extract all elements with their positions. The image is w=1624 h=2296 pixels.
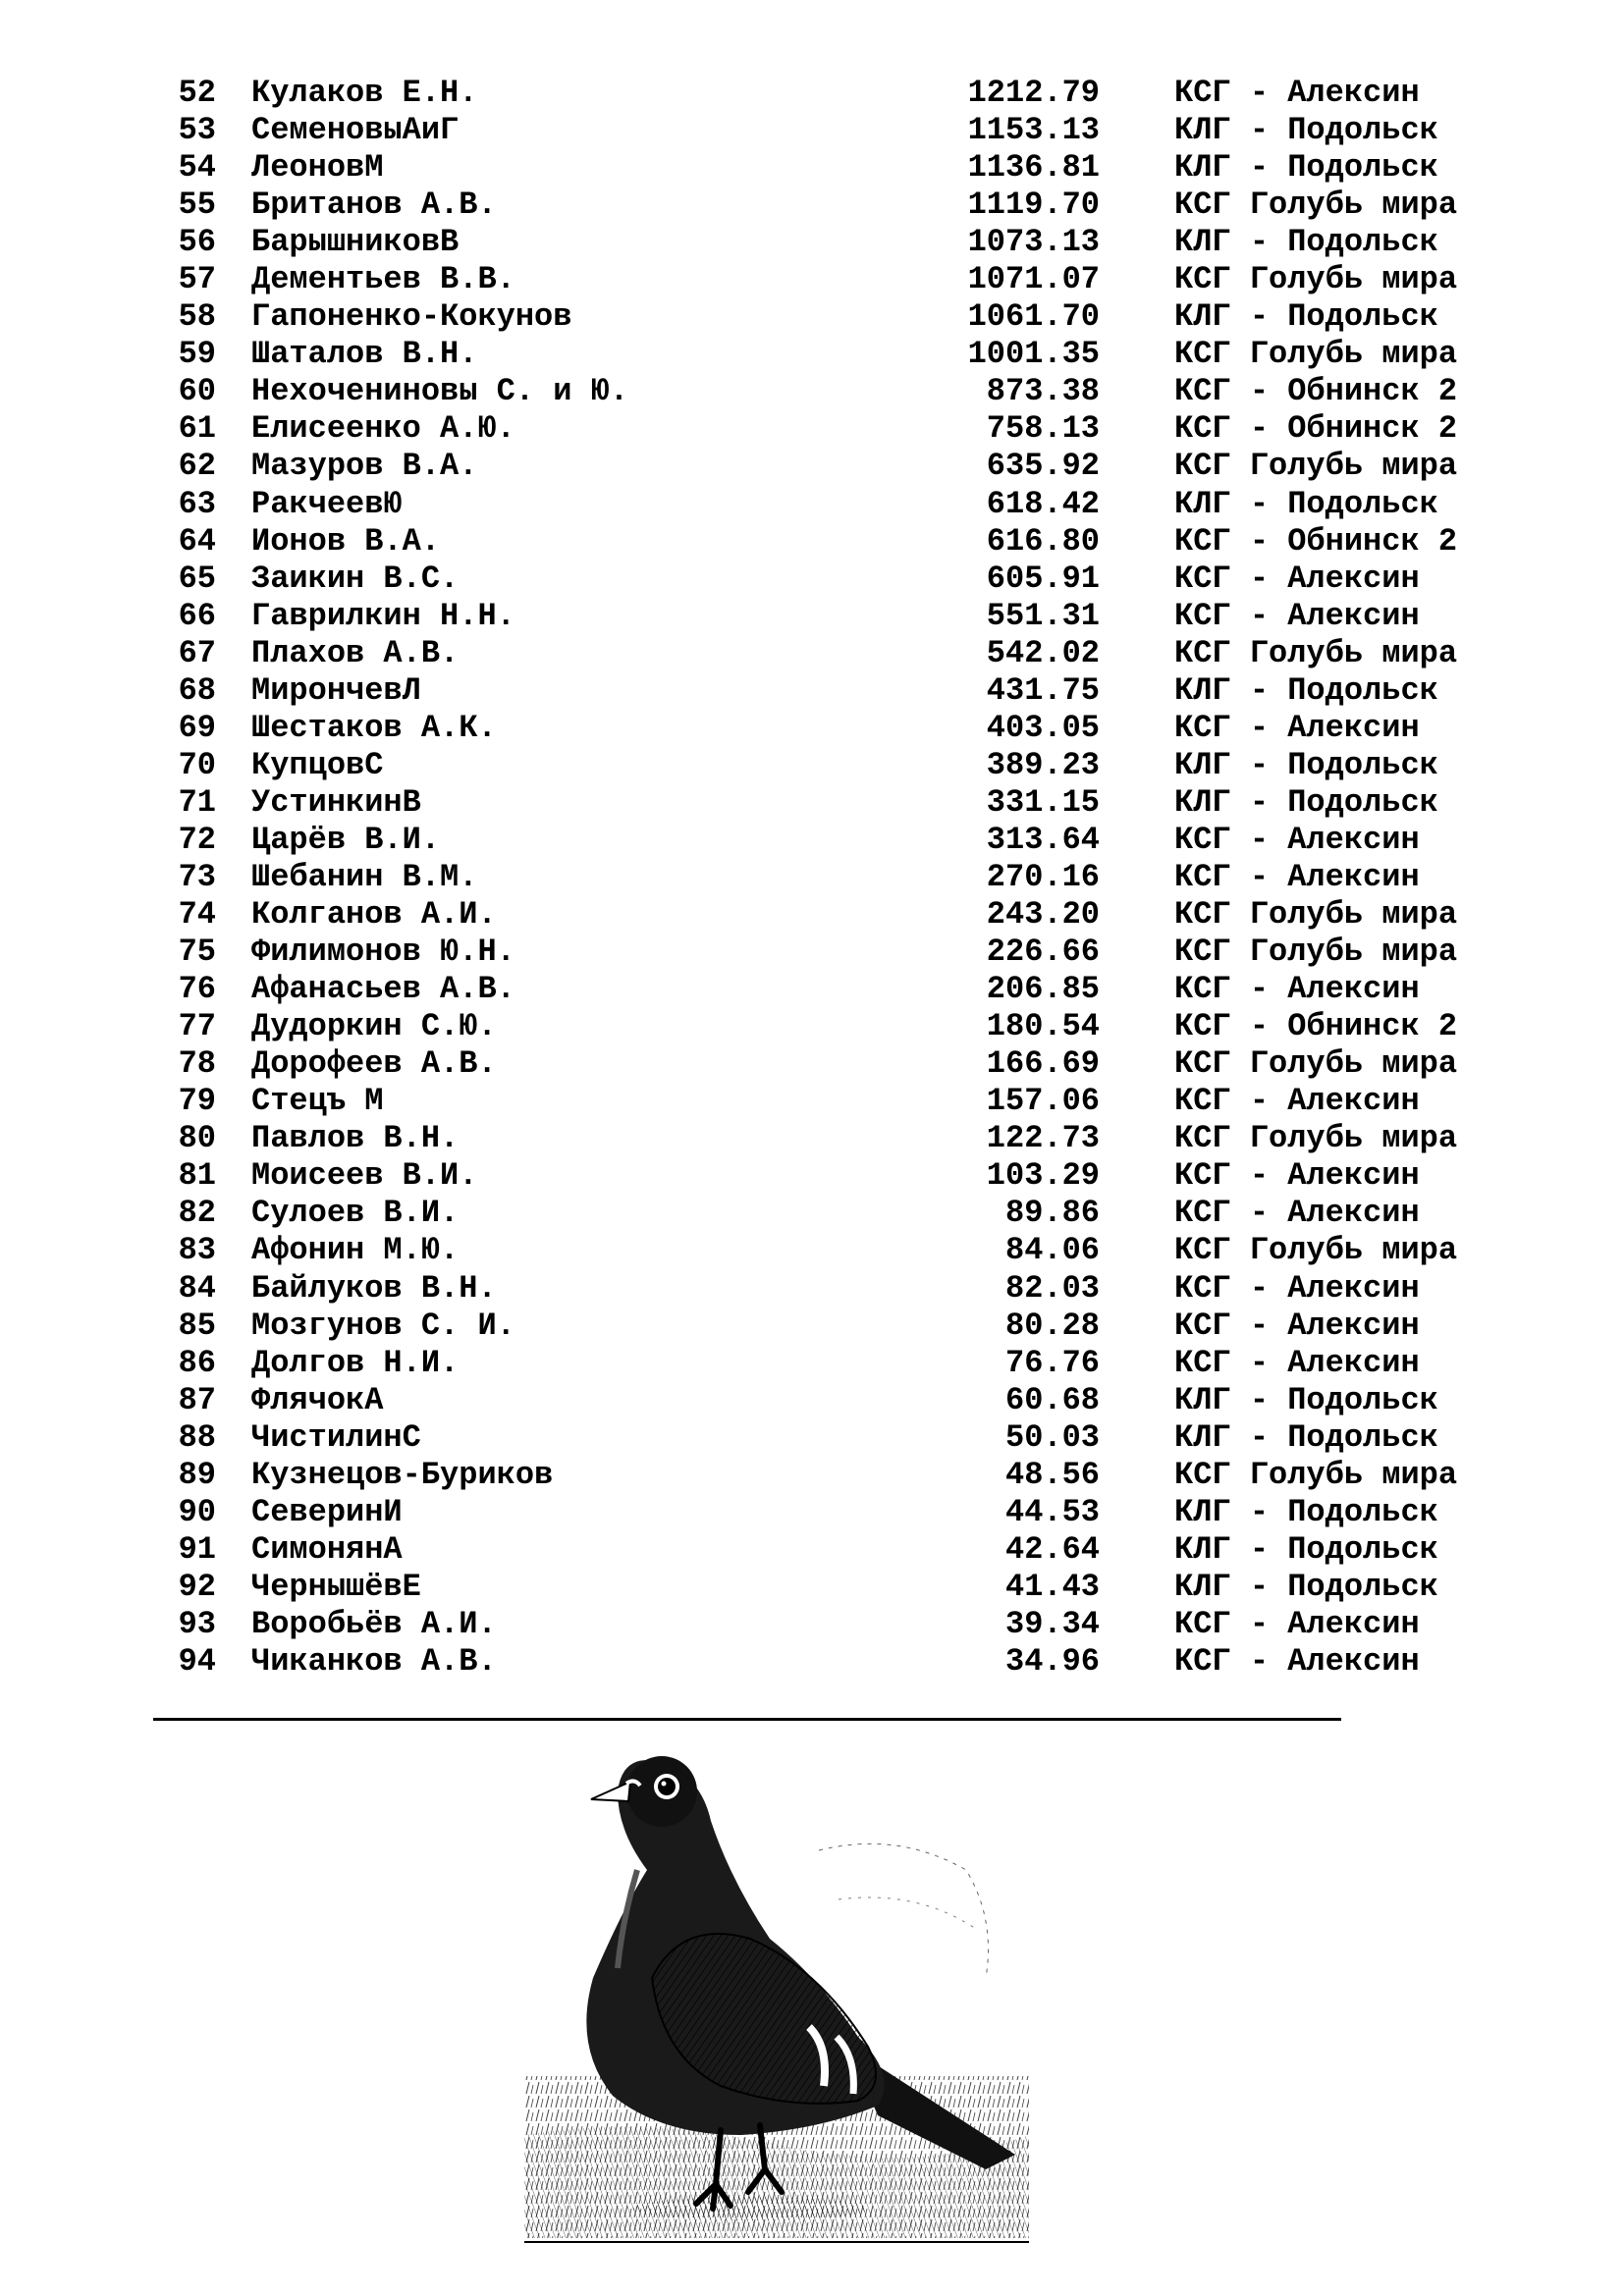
- score-value: 431.75: [986, 671, 1100, 709]
- table-row: [173, 522, 1458, 561]
- participant-name: Гаврилкин Н.Н.: [251, 597, 515, 634]
- club-name: КЛГ - Подольск: [1174, 1493, 1438, 1530]
- score-value: 1153.13: [967, 112, 1100, 149]
- club-name: КСГ - Обнинск 2: [1174, 410, 1458, 448]
- club-name: КЛГ - Подольск: [1174, 783, 1438, 821]
- club-name: КСГ Голубь мира: [1174, 934, 1458, 971]
- rank-number: 80: [178, 1120, 216, 1157]
- participant-name: Павлов В.Н.: [251, 1120, 460, 1157]
- table-row: [173, 1008, 1458, 1045]
- pigeon-engraving-icon: [524, 1723, 1029, 2241]
- score-value: 1001.35: [967, 336, 1100, 373]
- table-row: [173, 821, 1420, 859]
- horizontal-divider: [153, 1718, 1341, 1721]
- score-value: 542.02: [986, 634, 1100, 671]
- score-value: 206.85: [986, 971, 1100, 1008]
- rank-number: 71: [178, 783, 216, 821]
- table-row: [173, 1120, 1458, 1157]
- score-value: 166.69: [986, 1045, 1100, 1083]
- rank-number: 66: [178, 597, 216, 634]
- participant-name: Плахов А.В.: [251, 634, 460, 671]
- score-value: 48.56: [1004, 1456, 1100, 1493]
- score-value: 44.53: [1004, 1493, 1100, 1530]
- table-row: [173, 448, 1458, 485]
- participant-name: БарышниковВ: [251, 224, 460, 261]
- score-value: 313.64: [986, 821, 1100, 858]
- table-row: [173, 112, 1438, 149]
- table-row: [173, 1381, 1438, 1419]
- score-value: 605.91: [986, 560, 1100, 597]
- participant-name: Дементьев В.В.: [251, 261, 515, 298]
- score-value: 635.92: [986, 448, 1100, 485]
- participant-name: СеменовыАиГ: [251, 112, 460, 149]
- rank-number: 78: [178, 1045, 216, 1083]
- participant-name: Шаталов В.Н.: [251, 336, 478, 373]
- table-row: [173, 709, 1420, 747]
- rank-number: 92: [178, 1568, 216, 1605]
- rank-number: 58: [178, 298, 216, 336]
- table-row: [173, 934, 1458, 971]
- rank-number: 72: [178, 821, 216, 858]
- participant-name: Мозгунов С. И.: [251, 1307, 515, 1344]
- rank-number: 79: [178, 1083, 216, 1120]
- rank-number: 77: [178, 1008, 216, 1045]
- table-row: [173, 410, 1458, 448]
- rank-number: 69: [178, 709, 216, 746]
- score-value: 403.05: [986, 709, 1100, 746]
- rank-number: 63: [178, 485, 216, 522]
- participant-name: СеверинИ: [251, 1493, 403, 1530]
- rank-number: 70: [178, 746, 216, 783]
- club-name: КЛГ - Подольск: [1174, 1530, 1438, 1568]
- score-value: 157.06: [986, 1083, 1100, 1120]
- score-value: 1119.70: [967, 187, 1100, 224]
- club-name: КСГ Голубь мира: [1174, 896, 1458, 934]
- table-row: [173, 1157, 1420, 1195]
- table-row: [173, 783, 1438, 822]
- club-name: КЛГ - Подольск: [1174, 298, 1438, 336]
- participant-name: Кузнецов-Буриков: [251, 1456, 554, 1493]
- club-name: КСГ Голубь мира: [1174, 1120, 1458, 1157]
- club-name: КЛГ - Подольск: [1174, 671, 1438, 709]
- score-value: 122.73: [986, 1120, 1100, 1157]
- rank-number: 90: [178, 1493, 216, 1530]
- participant-name: ЛеоновМ: [251, 149, 384, 187]
- score-value: 551.31: [986, 597, 1100, 634]
- table-row: [173, 261, 1458, 298]
- table-row: [173, 1568, 1438, 1606]
- club-name: КСГ - Алексин: [1174, 1605, 1420, 1642]
- participant-name: Шебанин В.М.: [251, 858, 478, 895]
- table-row: [173, 1605, 1420, 1643]
- club-name: КСГ - Алексин: [1174, 75, 1420, 111]
- club-name: КЛГ - Подольск: [1174, 1568, 1438, 1605]
- club-name: КСГ Голубь мира: [1174, 448, 1458, 485]
- table-row: [173, 597, 1420, 635]
- participant-name: УстинкинВ: [251, 783, 421, 821]
- participant-name: Чиканков А.В.: [251, 1642, 497, 1680]
- participant-name: Воробьёв А.И.: [251, 1605, 497, 1642]
- rank-number: 85: [178, 1307, 216, 1344]
- score-value: 76.76: [1004, 1344, 1100, 1381]
- club-name: КСГ - Алексин: [1174, 597, 1420, 634]
- score-value: 50.03: [1004, 1418, 1100, 1456]
- participant-name: Гапоненко-Кокунов: [251, 298, 572, 336]
- rank-number: 57: [178, 261, 216, 298]
- score-value: 1071.07: [967, 261, 1100, 298]
- club-name: КСГ Голубь мира: [1174, 1232, 1458, 1269]
- club-name: КСГ - Алексин: [1174, 1307, 1420, 1344]
- table-row: [173, 224, 1438, 261]
- club-name: КСГ Голубь мира: [1174, 1456, 1458, 1493]
- table-row: [173, 1269, 1420, 1308]
- score-value: 270.16: [986, 858, 1100, 895]
- participant-name: Афанасьев А.В.: [251, 971, 515, 1008]
- participant-name: Елисеенко А.Ю.: [251, 410, 515, 448]
- score-value: 618.42: [986, 485, 1100, 522]
- rank-number: 86: [178, 1344, 216, 1381]
- score-value: 84.06: [1004, 1232, 1100, 1269]
- score-value: 34.96: [1004, 1642, 1100, 1680]
- participant-name: Царёв В.И.: [251, 821, 441, 858]
- participant-name: Долгов Н.И.: [251, 1344, 460, 1381]
- rank-number: 73: [178, 858, 216, 895]
- table-row: [173, 1642, 1420, 1681]
- participant-name: Байлуков В.Н.: [251, 1269, 497, 1307]
- table-row: [173, 1344, 1420, 1382]
- club-name: КЛГ - Подольск: [1174, 746, 1438, 783]
- score-value: 1073.13: [967, 224, 1100, 261]
- club-name: КСГ - Алексин: [1174, 1157, 1420, 1195]
- club-name: КСГ Голубь мира: [1174, 187, 1458, 224]
- club-name: КСГ - Алексин: [1174, 560, 1420, 597]
- score-value: 39.34: [1004, 1605, 1100, 1642]
- club-name: КЛГ - Подольск: [1174, 485, 1438, 522]
- table-row: [173, 1195, 1420, 1232]
- participant-name: Мазуров В.А.: [251, 448, 478, 485]
- participant-name: Моисеев В.И.: [251, 1157, 478, 1195]
- score-value: 103.29: [986, 1157, 1100, 1195]
- score-value: 41.43: [1004, 1568, 1100, 1605]
- rank-number: 88: [178, 1418, 216, 1456]
- club-name: КСГ - Алексин: [1174, 971, 1420, 1008]
- table-row: [173, 1083, 1420, 1120]
- rank-number: 84: [178, 1269, 216, 1307]
- club-name: КСГ - Обнинск 2: [1174, 1008, 1458, 1045]
- club-name: КСГ - Обнинск 2: [1174, 522, 1458, 560]
- score-value: 873.38: [986, 373, 1100, 410]
- participant-name: Британов А.В.: [251, 187, 497, 224]
- participant-name: ФлячокА: [251, 1381, 384, 1418]
- table-row: [173, 746, 1438, 784]
- club-name: КСГ - Алексин: [1174, 1195, 1420, 1232]
- table-row: [173, 1418, 1438, 1457]
- score-value: 80.28: [1004, 1307, 1100, 1344]
- rank-number: 75: [178, 934, 216, 971]
- club-name: КСГ - Обнинск 2: [1174, 373, 1458, 410]
- table-row: [173, 373, 1458, 410]
- participant-name: СимонянА: [251, 1530, 403, 1568]
- table-row: [173, 336, 1458, 373]
- rank-number: 74: [178, 896, 216, 934]
- participant-name: Колганов А.И.: [251, 896, 497, 934]
- score-value: 1212.79: [967, 75, 1100, 111]
- club-name: КСГ - Алексин: [1174, 1344, 1420, 1381]
- table-row: [173, 1493, 1438, 1531]
- rank-number: 81: [178, 1157, 216, 1195]
- club-name: КСГ - Алексин: [1174, 1642, 1420, 1680]
- participant-name: Стецъ М: [251, 1083, 384, 1120]
- table-row: [173, 971, 1420, 1008]
- score-value: 60.68: [1004, 1381, 1100, 1418]
- club-name: КСГ Голубь мира: [1174, 336, 1458, 373]
- participant-name: КупцовС: [251, 746, 384, 783]
- table-row: [173, 560, 1420, 598]
- score-value: 1061.70: [967, 298, 1100, 336]
- participant-name: Сулоев В.И.: [251, 1195, 460, 1232]
- participant-name: Филимонов Ю.Н.: [251, 934, 515, 971]
- score-value: 758.13: [986, 410, 1100, 448]
- club-name: КСГ Голубь мира: [1174, 261, 1458, 298]
- rank-number: 56: [178, 224, 216, 261]
- table-row: [173, 149, 1438, 187]
- club-name: КСГ Голубь мира: [1174, 1045, 1458, 1083]
- table-row: [173, 1456, 1458, 1494]
- rank-number: 55: [178, 187, 216, 224]
- rank-number: 94: [178, 1642, 216, 1680]
- table-row: [173, 671, 1438, 710]
- score-value: 89.86: [1004, 1195, 1100, 1232]
- club-name: КЛГ - Подольск: [1174, 1418, 1438, 1456]
- club-name: КСГ - Алексин: [1174, 858, 1420, 895]
- participant-name: МирончевЛ: [251, 671, 421, 709]
- participant-name: ЧистилинС: [251, 1418, 421, 1456]
- club-name: КСГ - Алексин: [1174, 709, 1420, 746]
- rank-number: 67: [178, 634, 216, 671]
- table-row: [173, 485, 1438, 523]
- participant-name: Афонин М.Ю.: [251, 1232, 460, 1269]
- club-name: КСГ - Алексин: [1174, 1269, 1420, 1307]
- score-value: 82.03: [1004, 1269, 1100, 1307]
- table-row: [173, 1045, 1458, 1083]
- club-name: КЛГ - Подольск: [1174, 149, 1438, 187]
- club-name: КЛГ - Подольск: [1174, 112, 1438, 149]
- score-value: 1136.81: [967, 149, 1100, 187]
- participant-name: Ионов В.А.: [251, 522, 441, 560]
- rank-number: 83: [178, 1232, 216, 1269]
- score-value: 42.64: [1004, 1530, 1100, 1568]
- rank-number: 76: [178, 971, 216, 1008]
- rank-number: 91: [178, 1530, 216, 1568]
- table-row: [173, 1232, 1458, 1269]
- participant-name: ЧернышёвЕ: [251, 1568, 421, 1605]
- table-row: [173, 187, 1458, 224]
- table-row: [173, 75, 1420, 112]
- participant-name: Кулаков Е.Н.: [251, 75, 478, 111]
- rank-number: 52: [178, 75, 216, 111]
- table-row: [173, 896, 1458, 934]
- table-row: [173, 1530, 1438, 1569]
- rank-number: 82: [178, 1195, 216, 1232]
- participant-name: РакчеевЮ: [251, 485, 403, 522]
- score-value: 616.80: [986, 522, 1100, 560]
- participant-name: Нехочениновы С. и Ю.: [251, 373, 629, 410]
- rank-number: 61: [178, 410, 216, 448]
- participant-name: Шестаков А.К.: [251, 709, 497, 746]
- rank-number: 59: [178, 336, 216, 373]
- rank-number: 54: [178, 149, 216, 187]
- rank-number: 93: [178, 1605, 216, 1642]
- results-table: [173, 75, 1458, 1681]
- participant-name: Заикин В.С.: [251, 560, 460, 597]
- rank-number: 89: [178, 1456, 216, 1493]
- rank-number: 60: [178, 373, 216, 410]
- club-name: КСГ Голубь мира: [1174, 634, 1458, 671]
- score-value: 226.66: [986, 934, 1100, 971]
- score-value: 331.15: [986, 783, 1100, 821]
- participant-name: Дорофеев А.В.: [251, 1045, 497, 1083]
- rank-number: 53: [178, 112, 216, 149]
- score-value: 243.20: [986, 896, 1100, 934]
- club-name: КЛГ - Подольск: [1174, 1381, 1438, 1418]
- score-value: 389.23: [986, 746, 1100, 783]
- illustration-bottom-line: [524, 2241, 1029, 2243]
- table-row: [173, 634, 1458, 672]
- club-name: КСГ - Алексин: [1174, 821, 1420, 858]
- participant-name: Дудоркин С.Ю.: [251, 1008, 497, 1045]
- table-row: [173, 858, 1420, 896]
- club-name: КСГ - Алексин: [1174, 1083, 1420, 1120]
- rank-number: 68: [178, 671, 216, 709]
- pigeon-illustration: [524, 1723, 1029, 2241]
- score-value: 180.54: [986, 1008, 1100, 1045]
- club-name: КЛГ - Подольск: [1174, 224, 1438, 261]
- table-row: [173, 298, 1438, 336]
- rank-number: 65: [178, 560, 216, 597]
- rank-number: 64: [178, 522, 216, 560]
- rank-number: 62: [178, 448, 216, 485]
- rank-number: 87: [178, 1381, 216, 1418]
- table-row: [173, 1307, 1420, 1345]
